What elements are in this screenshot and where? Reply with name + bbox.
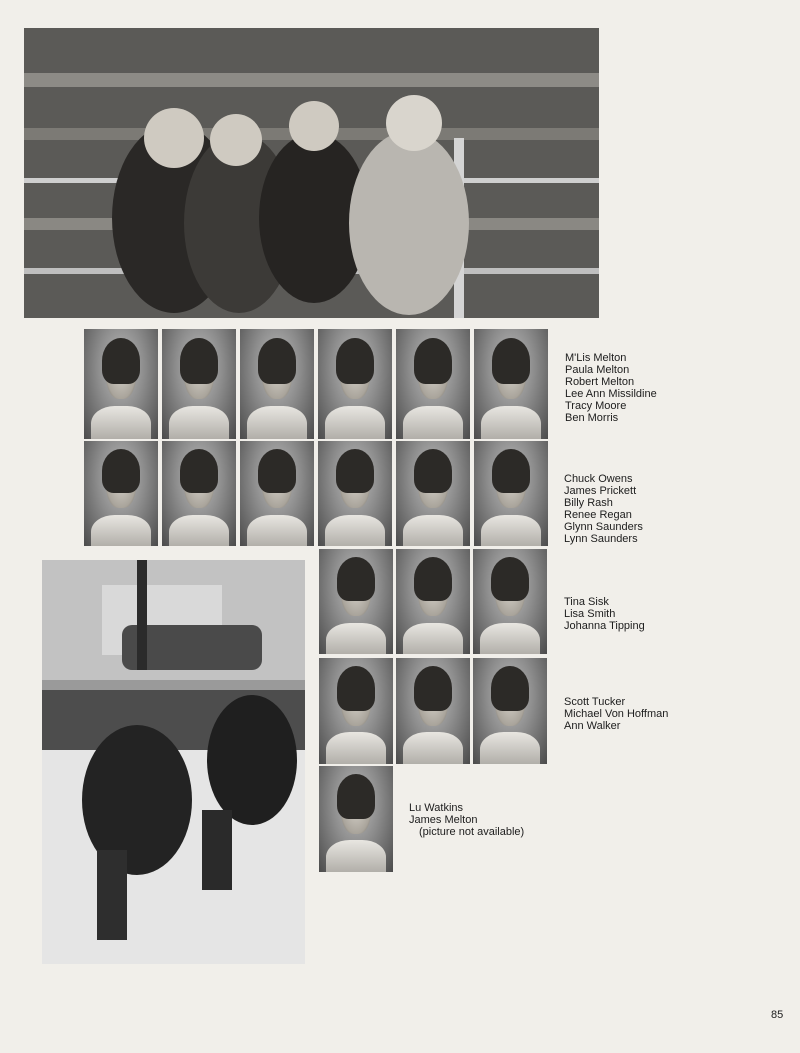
portrait <box>473 658 547 764</box>
student-name: Robert Melton <box>565 376 635 388</box>
portrait <box>319 549 393 654</box>
student-name: James Melton <box>409 814 478 826</box>
unavailable-note: (picture not available) <box>419 826 525 838</box>
bleachers-photo <box>24 28 599 318</box>
student-name: Ann Walker <box>564 720 621 732</box>
student-name: Billy Rash <box>564 497 613 509</box>
student-name: Lee Ann Missildine <box>565 388 657 400</box>
portrait <box>396 658 470 764</box>
name-list-row-3 <box>564 596 645 632</box>
student-name: Ben Morris <box>565 412 619 424</box>
portrait <box>162 329 236 439</box>
portrait <box>318 329 392 439</box>
portrait <box>84 441 158 546</box>
name-list-row-5 <box>409 802 524 838</box>
name-list-row-4 <box>564 696 668 732</box>
portrait <box>240 441 314 546</box>
portrait <box>319 658 393 764</box>
student-name: Tracy Moore <box>565 400 627 412</box>
bleachers-scene <box>24 28 599 318</box>
name-list-row-1 <box>565 352 657 424</box>
portrait <box>240 329 314 439</box>
snow-scene <box>42 560 305 964</box>
student-name: M'Lis Melton <box>565 352 627 364</box>
portrait <box>84 329 158 439</box>
student-name: Lu Watkins <box>409 802 464 814</box>
student-name: James Prickett <box>564 485 637 497</box>
student-name: Paula Melton <box>565 364 630 376</box>
snowball-photo <box>42 560 305 964</box>
student-name: Renee Regan <box>564 509 632 521</box>
student-name: Glynn Saunders <box>564 521 643 533</box>
student-name: Lynn Saunders <box>564 533 638 545</box>
student-name: Lisa Smith <box>564 608 616 620</box>
portrait <box>162 441 236 546</box>
student-name: Johanna Tipping <box>564 620 645 632</box>
portrait <box>318 441 392 546</box>
portrait <box>474 329 548 439</box>
name-list-row-2 <box>564 473 643 545</box>
student-name: Chuck Owens <box>564 473 633 485</box>
student-name: Tina Sisk <box>564 596 609 608</box>
portrait <box>396 329 470 439</box>
portrait <box>474 441 548 546</box>
portrait <box>473 549 547 654</box>
page-number: 85 <box>771 1009 784 1021</box>
portrait <box>396 549 470 654</box>
student-name: Scott Tucker <box>564 696 626 708</box>
portrait <box>319 766 393 872</box>
student-name: Michael Von Hoffman <box>564 708 669 720</box>
portrait <box>396 441 470 546</box>
